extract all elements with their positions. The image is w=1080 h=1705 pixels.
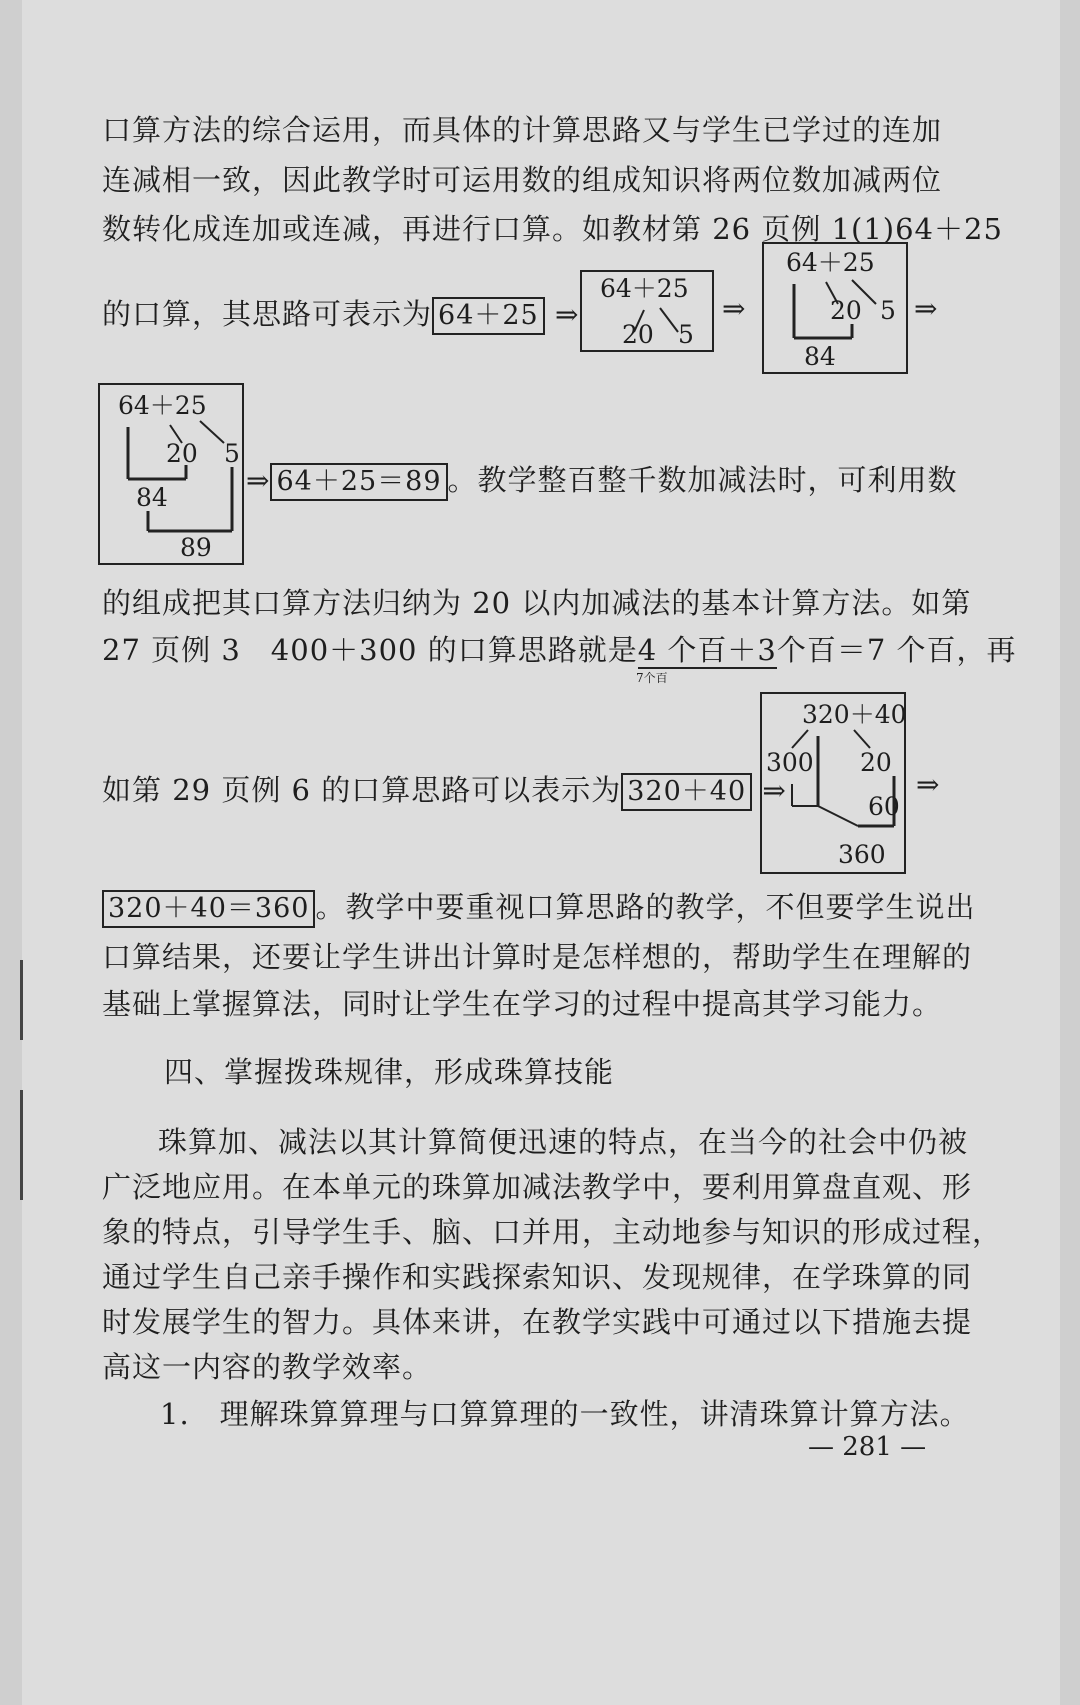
text-line: 象的特点，引导学生手、脑、口并用，主动地参与知识的形成过程， [102,1215,1003,1249]
text-fragment: 个百＝7 个百，再 [776,633,1017,667]
diagram-label: 20 [166,439,198,468]
diagram-label: 64＋25 [118,391,207,420]
text-fragment: 27 页例 3 400＋300 的口算思路就是 [102,633,638,667]
formula-box: 320＋40 [621,773,752,811]
diagram-label: 360 [838,840,886,869]
margin-mark [20,960,23,1040]
text-line: 通过学生自己亲手操作和实践探索知识、发现规律，在学珠算的同 [102,1260,973,1294]
diagram-label: 20 [622,320,654,349]
text-line [102,768,787,811]
arrow: ⇒ [762,774,787,807]
diagram-label: 320＋40 [802,700,907,729]
text-fragment: 如第 29 页例 6 的口算思路可以表示为 [102,773,622,807]
text-fragment: 。教学整百整千数加减法时，可利用数 [447,463,958,497]
diagram-label: 5 [880,296,896,325]
diagram-label: 5 [678,320,694,349]
text-line: 的组成把其口算方法归纳为 20 以内加减法的基本计算方法。如第 [102,586,972,620]
margin-mark [20,1090,23,1200]
diagram-label: 5 [224,439,240,468]
text-line: 珠算加、减法以其计算简便迅速的特点，在当今的社会中仍被 [158,1125,969,1159]
diagram-label: 84 [136,483,168,512]
decomposition-diagram [98,383,244,565]
text-line [102,628,1017,669]
formula-box: 320＋40＝360 [102,890,315,928]
diagram-label: 20 [830,296,862,325]
diagram-label: 64＋25 [600,274,689,303]
text-fragment: 。教学中要重视口算思路的教学，不但要学生说出 [315,890,976,924]
text-line: 口算结果，还要让学生讲出计算时是怎样想的，帮助学生在理解的 [102,940,973,974]
text-line [246,458,958,501]
decomposition-diagram [580,270,714,352]
diagram-label: 89 [180,533,212,562]
section-heading: 四、掌握拨珠规律，形成珠算技能 [164,1055,615,1089]
arrow: ⇒ [914,292,939,325]
page-number: — 281 — [808,1432,927,1462]
text-line: 连减相一致，因此教学时可运用数的组成知识将两位数加减两位 [102,163,943,197]
book-page [22,0,1060,1705]
arrow: ⇒ [916,768,941,801]
formula-box: 64＋25 [432,297,545,335]
text-fragment: 4 个百＋3 [637,633,777,667]
list-item: 1. 理解珠算算理与口算算理的一致性，讲清珠算计算方法。 [160,1397,970,1431]
diagram-label: 60 [868,792,900,821]
arrow: ⇒ [554,298,580,331]
diagram-label: 64＋25 [786,248,875,277]
arrow: ⇒ [722,292,747,325]
text-line [102,885,975,928]
text-line [102,292,579,335]
text-fragment: 的口算，其思路可表示为 [102,297,433,331]
text-line: 数转化成连加或连减，再进行口算。如教材第 26 页例 1(1)64＋25 [102,212,1003,246]
text-line: 时发展学生的智力。具体来讲，在教学实践中可通过以下措施去提 [102,1305,973,1339]
diagram-label: 20 [860,748,892,777]
decomposition-diagram [762,242,908,374]
arrow: ⇒ [246,464,271,497]
formula-box: 64＋25＝89 [270,463,447,501]
brace-note: 7个百 [636,671,668,685]
diagram-label: 84 [804,342,836,371]
decomposition-diagram [760,692,906,874]
text-line: 高这一内容的教学效率。 [102,1350,433,1384]
diagram-label: 300 [766,748,814,777]
text-line: 基础上掌握算法，同时让学生在学习的过程中提高其学习能力。 [102,987,943,1021]
text-line: 广泛地应用。在本单元的珠算加减法教学中，要利用算盘直观、形 [102,1170,973,1204]
text-line: 口算方法的综合运用，而具体的计算思路又与学生已学过的连加 [102,113,943,147]
underbrace-span [638,633,777,669]
